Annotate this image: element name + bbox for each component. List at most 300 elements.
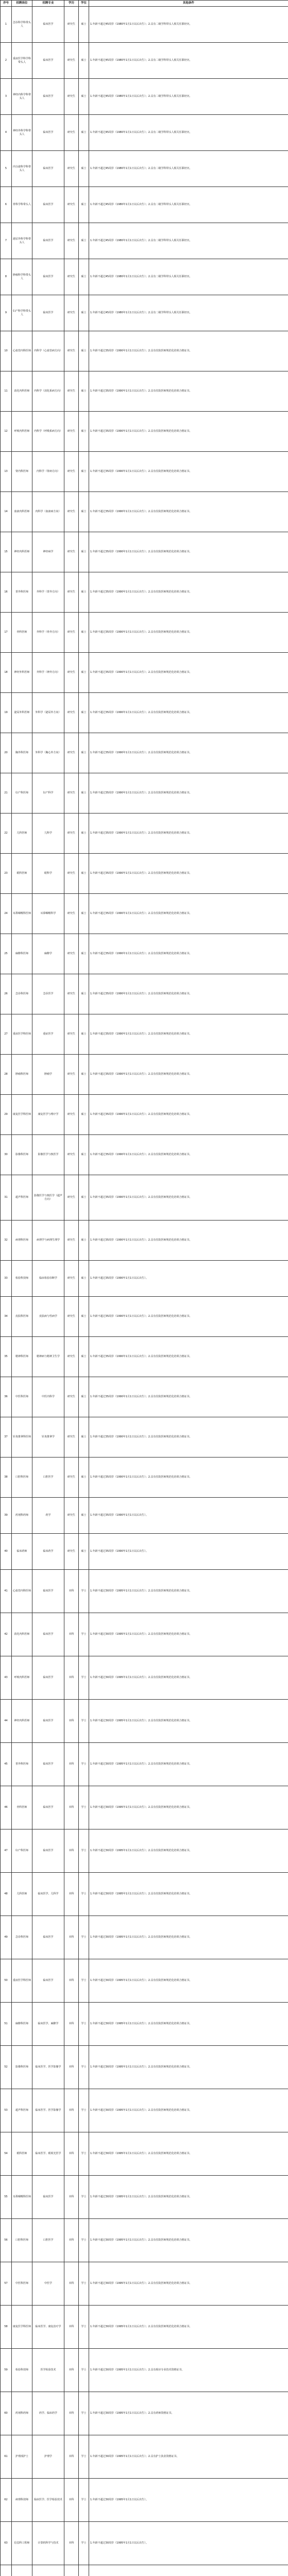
row-post-cell: 消化内科医师 <box>12 371 32 412</box>
row-education-cell: 本科 <box>64 1613 79 1656</box>
row-seq-cell: 28 <box>1 1055 12 1095</box>
row-seq-cell: 2 <box>1 43 12 79</box>
row-seq-cell: 21 <box>1 773 12 814</box>
row-degree-cell: 硕士 <box>79 1337 89 1377</box>
row-major-cell: 药学、临床药学 <box>32 2392 64 2435</box>
row-post-cell: 药剂科药师 <box>12 1498 32 1534</box>
row-post-cell: 普外科医师 <box>12 1743 32 1786</box>
row-seq-cell: 44 <box>1 1700 12 1743</box>
row-education-cell: 本科 <box>64 1829 79 1873</box>
table-row <box>1 1613 288 1656</box>
table-row <box>1 259 288 295</box>
row-degree-cell: 学士 <box>79 1873 89 1916</box>
row-education-cell: 本科 <box>64 2219 79 2262</box>
row-post-cell: 检验科技师 <box>12 1261 32 1297</box>
table-row <box>1 1534 288 1570</box>
row-post-cell: 耳鼻咽喉科医师 <box>12 2176 32 2219</box>
row-seq-cell: 26 <box>1 974 12 1014</box>
row-education-cell: 本科 <box>64 1700 79 1743</box>
row-requirements-cell: 1.年龄不超过30周岁（1995年1月1日以后出生）；2.具有住院医师规范化培训合格证书。 <box>89 2306 288 2349</box>
table-row <box>1 2565 288 2576</box>
row-degree-cell: 硕士 <box>79 371 89 412</box>
row-education-cell: 本科 <box>64 2479 79 2522</box>
row-seq-cell: 59 <box>1 2349 12 2392</box>
row-post-cell: 血液内科医师 <box>12 492 32 532</box>
row-seq-cell: 36 <box>1 1377 12 1417</box>
row-post-cell: 麻醉科医师 <box>12 2003 32 2046</box>
row-degree-cell: 学士 <box>79 1570 89 1613</box>
row-education-cell: 研究生 <box>64 223 79 259</box>
row-major-cell: 口腔医学 <box>32 2219 64 2262</box>
table-row <box>1 2132 288 2176</box>
row-post-cell: 儿科医师 <box>12 814 32 854</box>
row-major-cell: 医学检验技术 <box>32 2349 64 2392</box>
row-major-cell: 临床医学 <box>32 1570 64 1613</box>
row-major-cell: 病理学与病理生理学 <box>32 1221 64 1261</box>
table-header <box>1 1 288 7</box>
row-post-cell: 神经内科学科带头人 <box>12 79 32 115</box>
row-requirements-cell: 1.年龄不超过30周岁（1995年1月1日以后出生）；2.具有住院医师规范化培训合格证书。 <box>89 1656 288 1700</box>
row-post-cell: 药剂科药师 <box>12 2392 32 2435</box>
row-education-cell: 研究生 <box>64 151 79 187</box>
row-requirements-cell: 1.年龄不超过35周岁（1990年1月1日以后出生）；2.具有住院医师规范化培训合格证书。 <box>89 1337 288 1377</box>
row-requirements-cell: 1.年龄不超过30周岁（1995年1月1日以后出生）；2.具有住院医师规范化培训合格证书。 <box>89 1700 288 1743</box>
header-cell-degree: 学位 <box>79 1 89 7</box>
row-seq-cell: 30 <box>1 1135 12 1175</box>
row-seq-cell: 25 <box>1 934 12 974</box>
row-degree-cell: 硕士 <box>79 613 89 653</box>
row-education-cell: 研究生 <box>64 532 79 572</box>
row-post-cell: 泌尿外科学科带头人 <box>12 223 32 259</box>
row-education-cell: 研究生 <box>64 452 79 492</box>
row-degree-cell: 硕士 <box>79 1498 89 1534</box>
row-requirements-cell: 1.年龄不超过35周岁（1990年1月1日以后出生）；2.具有住院医师规范化培训合格证书。 <box>89 371 288 412</box>
table-row <box>1 2392 288 2435</box>
row-post-cell: 骨科学科带头人 <box>12 187 32 223</box>
row-seq-cell: 11 <box>1 371 12 412</box>
row-major-cell: 临床医学 <box>32 1743 64 1786</box>
row-requirements-cell: 1.年龄不超过45周岁（1980年1月1日以后出生）；2.具有二级学科带头人相关任职经历。 <box>89 151 288 187</box>
row-post-cell: 超声科医师 <box>12 2089 32 2132</box>
row-degree-cell: 硕士 <box>79 1377 89 1417</box>
row-major-cell: 影像医学与核医学（超声方向） <box>32 1175 64 1221</box>
row-requirements-cell: 1.年龄不超过35周岁（1990年1月1日以后出生）。 <box>89 1261 288 1297</box>
row-post-cell: 肿瘤科医师 <box>12 1055 32 1095</box>
table-row <box>1 2435 288 2479</box>
row-major-cell: 康复医学与理疗学 <box>32 1095 64 1135</box>
table-row <box>1 1014 288 1055</box>
row-post-cell: 口腔科医师 <box>12 2219 32 2262</box>
row-education-cell: 研究生 <box>64 331 79 371</box>
row-seq-cell: 33 <box>1 1261 12 1297</box>
row-degree-cell: 硕士 <box>79 492 89 532</box>
row-education-cell <box>64 2565 79 2576</box>
row-seq-cell: 24 <box>1 894 12 934</box>
row-seq-cell: 27 <box>1 1014 12 1055</box>
row-degree-cell: 硕士 <box>79 79 89 115</box>
row-post-cell: 护理部护士 <box>12 2435 32 2479</box>
row-education-cell: 研究生 <box>64 1221 79 1261</box>
row-degree-cell: 硕士 <box>79 974 89 1014</box>
row-requirements-cell: 1.年龄不超过35周岁（1990年1月1日以后出生）；2.具有住院医师规范化培训合格证书。 <box>89 331 288 371</box>
row-major-cell: 临床医学 <box>32 115 64 151</box>
row-major-cell: 麻醉学 <box>32 934 64 974</box>
row-degree-cell: 硕士 <box>79 733 89 773</box>
row-education-cell: 研究生 <box>64 1534 79 1570</box>
row-major-cell: 妇产科学 <box>32 773 64 814</box>
row-degree-cell: 学士 <box>79 2522 89 2565</box>
header-row <box>1 1 288 7</box>
row-degree-cell: 硕士 <box>79 854 89 894</box>
row-education-cell: 本科 <box>64 2306 79 2349</box>
row-degree-cell: 学士 <box>79 1613 89 1656</box>
row-requirements-cell: 1.年龄不超过35周岁（1990年1月1日以后出生）；2.具有住院医师规范化培训合格证书。 <box>89 532 288 572</box>
row-major-cell: 外科学（泌尿外方向） <box>32 693 64 733</box>
row-major-cell: 中医内科学 <box>32 1377 64 1417</box>
row-degree-cell: 硕士 <box>79 1095 89 1135</box>
row-seq-cell: 61 <box>1 2435 12 2479</box>
row-requirements-cell: 1.年龄不超过30周岁（1995年1月1日以后出生）；2.具有住院医师规范化培训合格证书。 <box>89 1786 288 1829</box>
row-major-cell: 内科学（血液病方向） <box>32 492 64 532</box>
row-seq-cell: 23 <box>1 854 12 894</box>
row-requirements-cell: 1.年龄不超过30周岁（1995年1月1日以后出生）；2.具有住院医师规范化培训合格证书。 <box>89 2262 288 2306</box>
row-major-cell: 临床医学 <box>32 1959 64 2003</box>
row-major-cell: 临床医学 <box>32 2176 64 2219</box>
table-row <box>1 2522 288 2565</box>
row-post-cell: 中医科医师 <box>12 2262 32 2306</box>
row-major-cell: 肿瘤学 <box>32 1055 64 1095</box>
row-requirements-cell: 1.年龄不超过35周岁（1990年1月1日以后出生）；2.具有住院医师规范化培训合格证书。 <box>89 1135 288 1175</box>
row-major-cell: 临床医学 <box>32 7 64 43</box>
row-education-cell: 本科 <box>64 1743 79 1786</box>
row-education-cell: 本科 <box>64 2522 79 2565</box>
table-row <box>1 151 288 187</box>
row-seq-cell: 57 <box>1 2262 12 2306</box>
table-row <box>1 1297 288 1337</box>
row-education-cell: 研究生 <box>64 1175 79 1221</box>
row-education-cell: 研究生 <box>64 733 79 773</box>
table-row <box>1 295 288 331</box>
table-body <box>1 7 288 2576</box>
row-major-cell: 急诊医学 <box>32 974 64 1014</box>
row-major-cell: 外科学（骨外方向） <box>32 613 64 653</box>
table-row <box>1 2479 288 2522</box>
table-row <box>1 43 288 79</box>
row-degree-cell: 硕士 <box>79 1135 89 1175</box>
row-major-cell: 临床药学 <box>32 1534 64 1570</box>
row-post-cell: 急诊科医师 <box>12 974 32 1014</box>
row-seq-cell: 17 <box>1 613 12 653</box>
row-post-cell: 儿科医师 <box>12 1873 32 1916</box>
row-seq-cell: 49 <box>1 1916 12 1959</box>
row-degree-cell: 硕士 <box>79 773 89 814</box>
row-seq-cell: 29 <box>1 1095 12 1135</box>
row-education-cell: 研究生 <box>64 1458 79 1498</box>
row-post-cell: 消化内科医师 <box>12 1613 32 1656</box>
row-degree-cell: 硕士 <box>79 1534 89 1570</box>
table-row <box>1 331 288 371</box>
row-post-cell: 眼科医师 <box>12 2132 32 2176</box>
row-major-cell: 临床医学 <box>32 187 64 223</box>
row-post-cell: 精神科医师 <box>12 1337 32 1377</box>
table-row <box>1 974 288 1014</box>
row-major-cell: 中医学 <box>32 2262 64 2306</box>
row-education-cell: 本科 <box>64 1786 79 1829</box>
row-seq-cell: 14 <box>1 492 12 532</box>
row-seq-cell: 22 <box>1 814 12 854</box>
row-education-cell: 研究生 <box>64 259 79 295</box>
row-degree-cell: 硕士 <box>79 894 89 934</box>
row-post-cell: 内分泌科学科带头人 <box>12 151 32 187</box>
row-requirements-cell: 1.年龄不超过30周岁（1995年1月1日以后出生）；2.具有住院医师规范化培训合格证书。 <box>89 1829 288 1873</box>
table-row <box>1 1417 288 1458</box>
row-requirements-cell: 1.年龄不超过30周岁（1995年1月1日以后出生）；2.具有住院医师规范化培训合格证书。 <box>89 2132 288 2176</box>
row-post-cell: 妇产科医师 <box>12 1829 32 1873</box>
table-row <box>1 934 288 974</box>
row-education-cell: 研究生 <box>64 115 79 151</box>
row-requirements-cell: 1.年龄不超过35周岁（1990年1月1日以后出生）；2.具有住院医师规范化培训合格证书。 <box>89 974 288 1014</box>
row-degree-cell: 硕士 <box>79 1458 89 1498</box>
row-degree-cell: 学士 <box>79 1829 89 1873</box>
row-requirements-cell: 1.年龄不超过30周岁（1995年1月1日以后出生）；2.具有住院医师规范化培训合格证书。 <box>89 1873 288 1916</box>
row-major-cell: 临床医学 <box>32 223 64 259</box>
row-requirements-cell: 1.年龄不超过30周岁（1995年1月1日以后出生）；2.具有护士执业资格证书。 <box>89 2435 288 2479</box>
row-education-cell: 本科 <box>64 2392 79 2435</box>
row-education-cell: 研究生 <box>64 934 79 974</box>
row-education-cell: 研究生 <box>64 894 79 934</box>
table-row <box>1 1498 288 1534</box>
row-education-cell: 本科 <box>64 1570 79 1613</box>
row-degree-cell <box>79 2565 89 2576</box>
row-seq-cell: 32 <box>1 1221 12 1261</box>
table-row <box>1 532 288 572</box>
row-post-cell: 中医科医师 <box>12 1377 32 1417</box>
table-row <box>1 1916 288 1959</box>
table-row <box>1 2176 288 2219</box>
row-requirements-cell: 1.年龄不超过35周岁（1990年1月1日以后出生）；2.具有住院医师规范化培训合格证书。 <box>89 1055 288 1095</box>
row-seq-cell: 3 <box>1 79 12 115</box>
row-degree-cell: 学士 <box>79 1959 89 2003</box>
row-major-cell: 口腔医学 <box>32 1458 64 1498</box>
table-row <box>1 412 288 452</box>
row-education-cell: 本科 <box>64 1873 79 1916</box>
row-degree-cell: 学士 <box>79 2262 89 2306</box>
row-requirements-cell: 1.年龄不超过35周岁（1990年1月1日以后出生）；2.具有住院医师规范化培训合格证书。 <box>89 613 288 653</box>
row-education-cell: 研究生 <box>64 773 79 814</box>
row-degree-cell: 硕士 <box>79 1175 89 1221</box>
row-post-cell: 心血管内科医师 <box>12 331 32 371</box>
table-row <box>1 187 288 223</box>
row-post-cell: 妇产科学科带头人 <box>12 295 32 331</box>
row-post-cell: 泌尿外科医师 <box>12 693 32 733</box>
header-cell-post: 招聘岗位 <box>12 1 32 7</box>
row-degree-cell: 硕士 <box>79 1221 89 1261</box>
table-row <box>1 2262 288 2306</box>
row-post-cell: 神经外科学科带头人 <box>12 115 32 151</box>
row-post-cell: 影像科医师 <box>12 1135 32 1175</box>
row-seq-cell: 12 <box>1 412 12 452</box>
row-requirements-cell: 1.年龄不超过45周岁（1980年1月1日以后出生）；2.具有二级学科带头人相关任职经历。 <box>89 79 288 115</box>
row-major-cell: 临床医学、麻醉学 <box>32 2003 64 2046</box>
row-post-cell: 临床药师 <box>12 1534 32 1570</box>
row-degree-cell: 学士 <box>79 1700 89 1743</box>
row-post-cell: 神经内科医师 <box>12 1700 32 1743</box>
table-row <box>1 733 288 773</box>
row-post-cell: 呼吸内科医师 <box>12 1656 32 1700</box>
row-degree-cell: 学士 <box>79 2176 89 2219</box>
header-cell-major: 招聘专业 <box>32 1 64 7</box>
row-education-cell: 研究生 <box>64 854 79 894</box>
row-degree-cell: 学士 <box>79 2089 89 2132</box>
row-degree-cell: 学士 <box>79 2132 89 2176</box>
row-major-cell: 儿科学 <box>32 814 64 854</box>
row-major-cell: 临床医学 <box>32 1700 64 1743</box>
row-post-cell: 妇产科医师 <box>12 773 32 814</box>
row-seq-cell: 62 <box>1 2479 12 2522</box>
row-requirements-cell: 1.年龄不超过30周岁（1995年1月1日以后出生）。 <box>89 2522 288 2565</box>
row-degree-cell: 学士 <box>79 2479 89 2522</box>
row-major-cell: 临床医学、医学影像学 <box>32 2046 64 2089</box>
row-education-cell: 研究生 <box>64 1498 79 1534</box>
row-post-cell: 麻醉科医师 <box>12 934 32 974</box>
row-degree-cell: 硕士 <box>79 7 89 43</box>
table-row <box>1 1743 288 1786</box>
table-row <box>1 854 288 894</box>
row-requirements-cell: 1.年龄不超过35周岁（1990年1月1日以后出生）；2.具有住院医师规范化培训合格证书。 <box>89 1175 288 1221</box>
row-education-cell: 本科 <box>64 2349 79 2392</box>
row-education-cell: 研究生 <box>64 43 79 79</box>
row-requirements-cell: 1.年龄不超过35周岁（1990年1月1日以后出生）；2.具有住院医师规范化培训合格证书。 <box>89 1221 288 1261</box>
row-requirements-cell: 1.年龄不超过30周岁（1995年1月1日以后出生）；2.具有住院医师规范化培训合格证书。 <box>89 1959 288 2003</box>
row-post-cell: 骨科医师 <box>12 1786 32 1829</box>
row-education-cell: 研究生 <box>64 1095 79 1135</box>
row-seq-cell: 56 <box>1 2219 12 2262</box>
row-requirements-cell: 1.年龄不超过35周岁（1990年1月1日以后出生）；2.具有住院医师规范化培训合格证书。 <box>89 1458 288 1498</box>
row-requirements-cell: 1.年龄不超过35周岁（1990年1月1日以后出生）；2.具有住院医师规范化培训合格证书。 <box>89 1095 288 1135</box>
row-seq-cell: 13 <box>1 452 12 492</box>
row-education-cell: 本科 <box>64 1959 79 2003</box>
row-post-cell: 急诊科医师 <box>12 1916 32 1959</box>
row-major-cell: 临床医学、医学检验技术 <box>32 2479 64 2522</box>
row-degree-cell: 硕士 <box>79 653 89 693</box>
row-seq-cell: 5 <box>1 151 12 187</box>
row-seq-cell: 35 <box>1 1337 12 1377</box>
row-education-cell: 研究生 <box>64 1261 79 1297</box>
row-degree-cell: 硕士 <box>79 43 89 79</box>
row-degree-cell: 学士 <box>79 1743 89 1786</box>
row-seq-cell: 51 <box>1 2003 12 2046</box>
row-major-cell: 内科学（呼吸系病方向） <box>32 412 64 452</box>
row-seq-cell: 7 <box>1 223 12 259</box>
row-post-cell: 信息科工程师 <box>12 2522 32 2565</box>
row-degree-cell: 硕士 <box>79 814 89 854</box>
row-seq-cell: 55 <box>1 2176 12 2219</box>
table-row <box>1 1656 288 1700</box>
row-education-cell: 本科 <box>64 2132 79 2176</box>
row-post-cell: 检验科技师 <box>12 2349 32 2392</box>
row-post-cell: 神经内科医师 <box>12 532 32 572</box>
row-post-cell: 普外科医师 <box>12 572 32 613</box>
row-education-cell: 本科 <box>64 1656 79 1700</box>
row-major-cell: 皮肤病与性病学 <box>32 1297 64 1337</box>
row-post-cell: 康复医学科医师 <box>12 2306 32 2349</box>
row-post-cell: 肿瘤科学科带头人 <box>12 259 32 295</box>
table-row <box>1 1959 288 2003</box>
row-seq-cell <box>1 2565 12 2576</box>
row-seq-cell: 19 <box>1 693 12 733</box>
row-major-cell: 护理学 <box>32 2435 64 2479</box>
row-degree-cell: 硕士 <box>79 259 89 295</box>
row-requirements-cell: 1.年龄不超过30周岁（1995年1月1日以后出生）；2.具有住院医师规范化培训合格证书。 <box>89 1916 288 1959</box>
row-requirements-cell: 1.年龄不超过45周岁（1980年1月1日以后出生）；2.具有二级学科带头人相关任职经历。 <box>89 43 288 79</box>
row-requirements-cell: 1.年龄不超过35周岁（1990年1月1日以后出生）。 <box>89 1498 288 1534</box>
row-major-cell: 临床医学、康复治疗学 <box>32 2306 64 2349</box>
row-post-cell: 重症医学科学科带头人 <box>12 43 32 79</box>
row-major-cell: 外科学（胸心外方向） <box>32 733 64 773</box>
row-seq-cell: 41 <box>1 1570 12 1613</box>
row-post-cell: 影像科医师 <box>12 2046 32 2089</box>
row-degree-cell: 硕士 <box>79 572 89 613</box>
row-requirements-cell: 1.年龄不超过35周岁（1990年1月1日以后出生）；2.具有住院医师规范化培训合格证书。 <box>89 452 288 492</box>
row-major-cell: 针灸推拿学 <box>32 1417 64 1458</box>
row-requirements-cell: 1.年龄不超过35周岁（1990年1月1日以后出生）；2.具有住院医师规范化培训合格证书。 <box>89 854 288 894</box>
row-major-cell: 临床医学 <box>32 1829 64 1873</box>
row-major-cell: 影像医学与核医学 <box>32 1135 64 1175</box>
row-seq-cell: 1 <box>1 7 12 43</box>
row-major-cell: 药学 <box>32 1498 64 1534</box>
row-major-cell: 耳鼻咽喉科学 <box>32 894 64 934</box>
row-major-cell: 临床医学 <box>32 295 64 331</box>
row-seq-cell: 60 <box>1 2392 12 2435</box>
row-requirements-cell: 1.年龄不超过35周岁（1990年1月1日以后出生）；2.具有住院医师规范化培训合格证书。 <box>89 1014 288 1055</box>
row-education-cell: 研究生 <box>64 974 79 1014</box>
table-row <box>1 452 288 492</box>
table-row <box>1 1873 288 1916</box>
row-requirements-cell: 1.年龄不超过35周岁（1990年1月1日以后出生）；2.具有住院医师规范化培训合格证书。 <box>89 814 288 854</box>
row-education-cell: 本科 <box>64 2262 79 2306</box>
row-degree-cell: 硕士 <box>79 532 89 572</box>
table-row <box>1 1261 288 1297</box>
row-education-cell: 研究生 <box>64 1377 79 1417</box>
row-education-cell: 本科 <box>64 2089 79 2132</box>
table-row <box>1 1377 288 1417</box>
row-education-cell: 本科 <box>64 2176 79 2219</box>
row-requirements-cell: 1.年龄不超过35周岁（1990年1月1日以后出生）；2.具有住院医师规范化培训合格证书。 <box>89 572 288 613</box>
row-post-cell <box>12 2565 32 2576</box>
row-seq-cell: 18 <box>1 653 12 693</box>
row-education-cell: 研究生 <box>64 1297 79 1337</box>
row-education-cell: 研究生 <box>64 295 79 331</box>
table-row <box>1 1458 288 1498</box>
row-major-cell: 眼科学 <box>32 854 64 894</box>
row-requirements-cell: 1.年龄不超过45周岁（1980年1月1日以后出生）；2.具有二级学科带头人相关任职经历。 <box>89 259 288 295</box>
table-row <box>1 572 288 613</box>
row-post-cell: 肾内科医师 <box>12 452 32 492</box>
row-education-cell: 研究生 <box>64 653 79 693</box>
row-degree-cell: 硕士 <box>79 115 89 151</box>
row-seq-cell: 46 <box>1 1786 12 1829</box>
row-requirements-cell: 1.年龄不超过45周岁（1980年1月1日以后出生）；2.具有二级学科带头人相关任职经历。 <box>89 223 288 259</box>
row-major-cell: 计算机科学与技术 <box>32 2522 64 2565</box>
row-degree-cell: 学士 <box>79 1916 89 1959</box>
row-post-cell: 急诊科学科带头人 <box>12 7 32 43</box>
row-degree-cell: 学士 <box>79 2392 89 2435</box>
row-major-cell: 临床医学 <box>32 151 64 187</box>
row-seq-cell: 4 <box>1 115 12 151</box>
row-degree-cell: 硕士 <box>79 223 89 259</box>
row-post-cell: 耳鼻咽喉科医师 <box>12 894 32 934</box>
row-education-cell: 本科 <box>64 1916 79 1959</box>
